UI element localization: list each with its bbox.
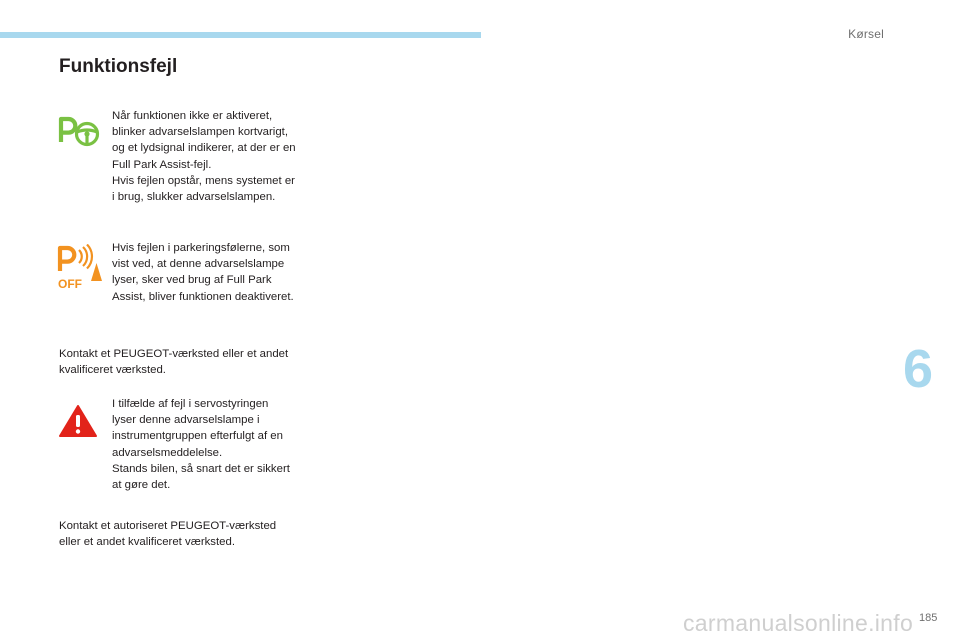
page-number: 185 (919, 612, 938, 624)
chapter-number: 6 (903, 339, 934, 399)
page-title: Funktionsfejl (59, 56, 178, 77)
off-label: OFF (58, 277, 82, 290)
warning-text: I tilfælde af fejl i servostyringen lyser denne advarselslampe i instrumentgruppen efterfulgt af en advarselsmeddelelse. Stands bilen, så snart det er sikkert at gøre det. (112, 398, 290, 492)
park-assist-steering-wheel-icon (58, 114, 102, 148)
contact-text-2: Kontakt et autoriseret PEUGEOT-værksted eller et andet kvalificeret værksted. (59, 520, 277, 549)
section-title: Kørsel (848, 27, 884, 41)
item-1-text: Når funktionen ikke er aktiveret, blinker advarselslampen kortvarigt, og et lydsignal indikerer, at der er en Full Park Assist-fejl. Hvis fejlen opstår, mens systemet er i brug, slukker advarselslampen. (112, 110, 296, 204)
warning-triangle-icon (58, 404, 98, 438)
item-2-text: Hvis fejlen i parkeringsfølerne, som vist ved, at denne advarselslampe lyser, sker ved brug af Full Park Assist, bliver funktionen deaktiveret. (112, 242, 294, 303)
header-accent-bar (0, 32, 481, 38)
watermark: carmanualsonline.info (683, 610, 914, 636)
contact-text-1: Kontakt et PEUGEOT-værksted eller et andet kvalificeret værksted. (59, 348, 289, 377)
parking-sensors-off-icon (56, 244, 106, 290)
